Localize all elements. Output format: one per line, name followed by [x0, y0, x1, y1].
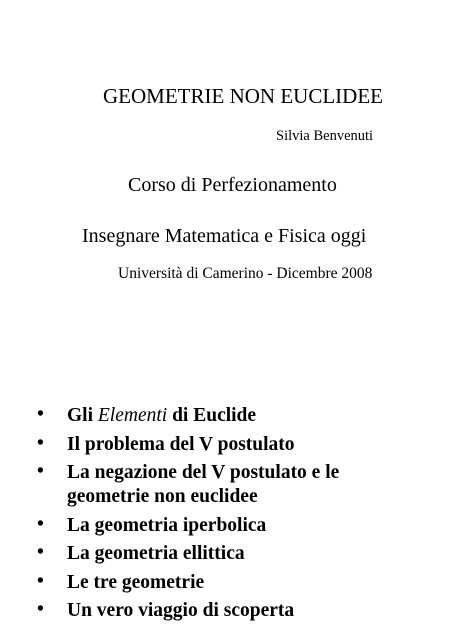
outline-item-text: Il problema del V postulato	[67, 433, 295, 455]
author-name: Silvia Benvenuti	[276, 128, 374, 144]
outline-item-text-line1: La negazione del V postulato e le	[67, 462, 340, 483]
outline-item-text-post: di Euclide	[167, 405, 257, 426]
bullet-icon: •	[37, 404, 44, 425]
outline-item-text-emphasis: Elementi	[97, 405, 168, 426]
outline-item-text: La geometria iperbolica	[67, 514, 267, 536]
bullet-icon: •	[37, 432, 44, 454]
document-title: GEOMETRIE NON EUCLIDEE	[103, 84, 383, 108]
outline-item-problema	[36, 433, 466, 457]
venue-date: Università di Camerino - Dicembre 2008	[118, 265, 373, 282]
outline-item-text-pre: Gli	[67, 405, 98, 426]
outline-item-negazione	[36, 461, 466, 509]
course-name: Corso di Perfezionamento	[128, 174, 337, 196]
outline-item-iperbolica	[36, 514, 466, 538]
outline-item-tre-geometrie	[36, 571, 466, 595]
outline-item-elementi	[36, 404, 466, 428]
outline-item-viaggio	[36, 599, 466, 623]
outline-item-text: Le tre geometrie	[67, 571, 205, 593]
outline-item-text: Un vero viaggio di scoperta	[67, 600, 295, 621]
bullet-icon: •	[37, 570, 44, 592]
bullet-icon: •	[37, 542, 44, 563]
bullet-icon: •	[37, 513, 44, 535]
course-subtitle: Insegnare Matematica e Fisica oggi	[82, 225, 367, 247]
outline-item-text-line2: geometrie non euclidee	[67, 486, 258, 507]
bullet-icon: •	[37, 461, 44, 482]
outline-item-text: La geometria ellittica	[67, 543, 245, 564]
outline-list	[36, 404, 466, 628]
bullet-icon: •	[37, 599, 44, 620]
outline-item-ellittica	[36, 542, 466, 566]
